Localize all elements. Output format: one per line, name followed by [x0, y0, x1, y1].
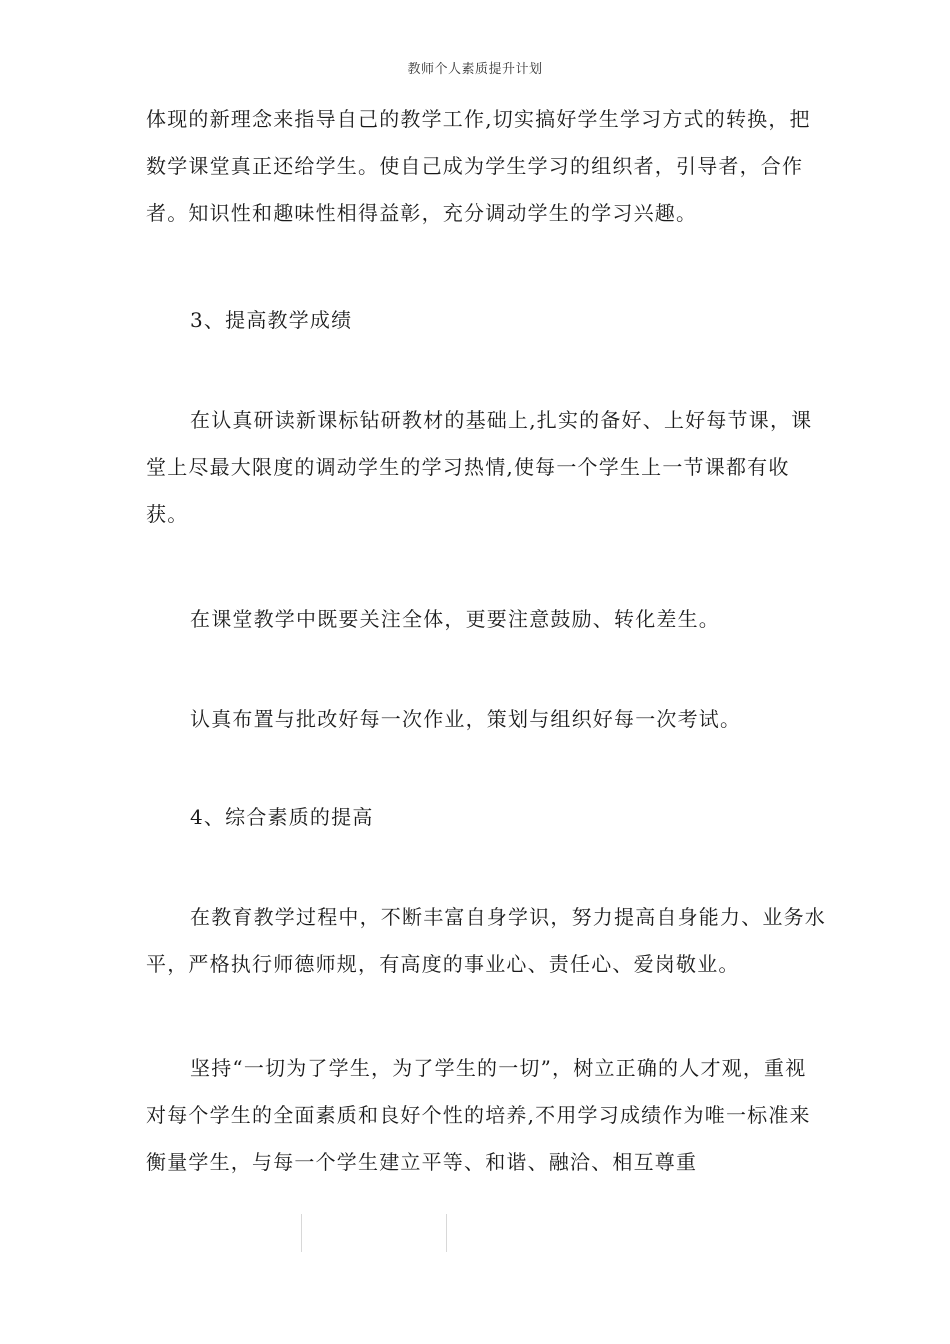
section-heading-4: 4、综合素质的提高: [190, 805, 374, 829]
paragraph-student-centered: 坚持“一切为了学生，为了学生的一切”，树立正确的人才观，重视对每个学生的全面素质和良好个性的培养,不用学习成绩作为唯一标准来衡量学生，与每一个学生建立平等、和谐、融洽、相互尊重: [146, 1056, 811, 1174]
footer-divider-right: [446, 1214, 447, 1252]
footer-divider-left: [301, 1214, 302, 1252]
paragraph-continuation: 体现的新理念来指导自己的教学工作,切实搞好学生学习方式的转换，把数学课堂真正还给学生。使自己成为学生学习的组织者，引导者，合作者。知识性和趣味性相得益彰，充分调动学生的学习兴趣。: [146, 107, 811, 225]
section-heading-3: 3、提高教学成绩: [190, 308, 353, 332]
paragraph-homework-exams: 认真布置与批改好每一次作业，策划与组织好每一次考试。: [190, 707, 742, 731]
paragraph-self-improvement: 在教育教学过程中，不断丰富自身学识，努力提高自身能力、业务水平，严格执行师德师规，有高度的事业心、责任心、爱岗敬业。: [146, 905, 826, 976]
page-header-title: 教师个人素质提升计划: [407, 62, 543, 77]
paragraph-classroom-focus: 在课堂教学中既要关注全体，更要注意鼓励、转化差生。: [190, 607, 720, 631]
paragraph-lesson-prep: 在认真研读新课标钻研教材的基础上,扎实的备好、上好每节课，课堂上尽最大限度的调动学生的学习热情,使每一个学生上一节课都有收获。: [146, 408, 813, 526]
